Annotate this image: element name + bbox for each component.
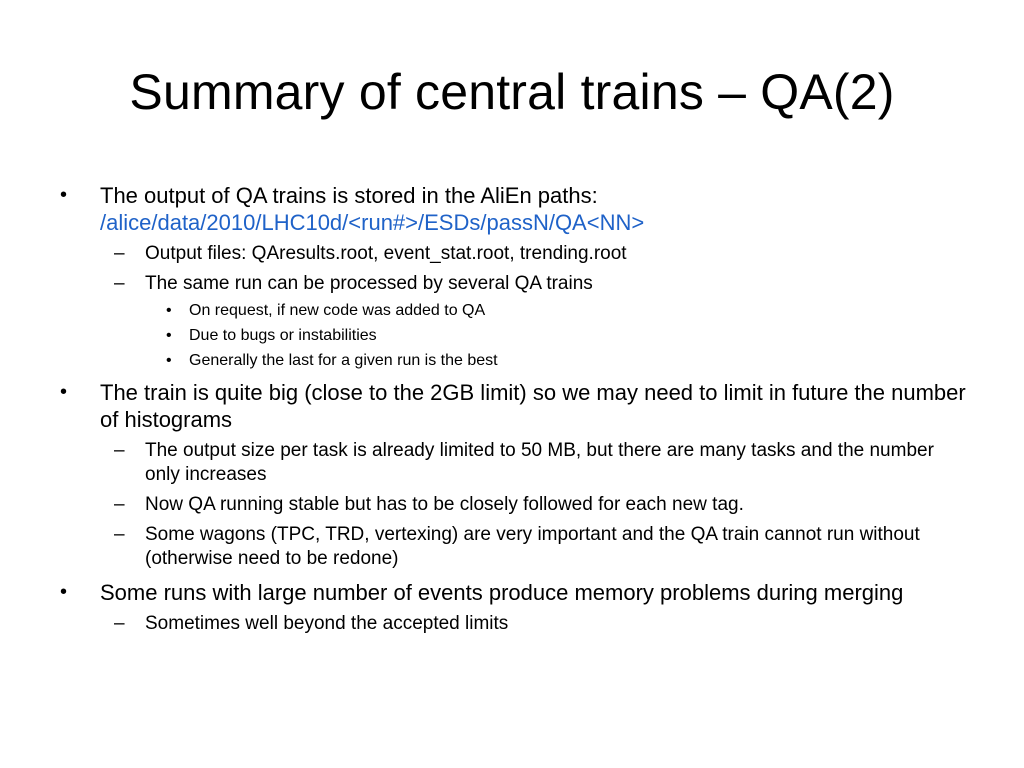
dash-icon: – xyxy=(114,243,125,264)
slide-content xyxy=(58,182,968,636)
sub-sub-bullet-item xyxy=(58,326,968,346)
sub-sub-bullet-item xyxy=(58,301,968,321)
bullet-dot-icon: • xyxy=(60,184,68,206)
sub-bullet-text: Some wagons (TPC, TRD, vertexing) are very important and the QA train cannot run without (otherwise need to be redone) xyxy=(145,524,920,569)
alien-path-text: /alice/data/2010/LHC10d/<run#>/ESDs/passN/QA<NN> xyxy=(100,210,645,235)
sub-sub-bullet-item xyxy=(58,351,968,371)
dash-icon: – xyxy=(114,440,125,461)
sub-bullet-text: Now QA running stable but has to be closely followed for each new tag. xyxy=(145,494,744,515)
sub-bullet-text: Sometimes well beyond the accepted limits xyxy=(145,613,509,634)
sub-bullet-text: The output size per task is already limited to 50 MB, but there are many tasks and the number only increases xyxy=(145,440,934,485)
dash-icon: – xyxy=(114,524,125,545)
sub-bullet-item xyxy=(58,272,968,296)
sub-bullet-item xyxy=(58,242,968,266)
bullet-item xyxy=(58,579,968,606)
slide-title: Summary of central trains – QA(2) xyxy=(129,64,895,120)
bullet-dot-icon: • xyxy=(166,352,172,369)
sub-sub-bullet-text: On request, if new code was added to QA xyxy=(189,302,486,319)
bullet-dot-icon: • xyxy=(166,327,172,344)
bullet-text: The train is quite big (close to the 2GB limit) so we may need to limit in future the number of histograms xyxy=(100,380,966,432)
bullet-text: Some runs with large number of events produce memory problems during merging xyxy=(100,580,904,605)
dash-icon: – xyxy=(114,494,125,515)
sub-bullet-text: The same run can be processed by several QA trains xyxy=(145,273,593,294)
sub-bullet-item xyxy=(58,612,968,636)
sub-bullet-item xyxy=(58,493,968,517)
sub-sub-bullet-text: Generally the last for a given run is the best xyxy=(189,352,498,369)
dash-icon: – xyxy=(114,613,125,634)
sub-sub-bullet-text: Due to bugs or instabilities xyxy=(189,327,377,344)
bullet-dot-icon: • xyxy=(60,581,68,603)
bullet-item xyxy=(58,379,968,433)
sub-bullet-item xyxy=(58,439,968,487)
bullet-dot-icon: • xyxy=(60,381,68,403)
sub-bullet-text: Output files: QAresults.root, event_stat.root, trending.root xyxy=(145,243,627,264)
bullet-dot-icon: • xyxy=(166,302,172,319)
bullet-item xyxy=(58,182,968,236)
dash-icon: – xyxy=(114,273,125,294)
sub-bullet-item xyxy=(58,523,968,571)
bullet-text: The output of QA trains is stored in the AliEn paths: xyxy=(100,183,598,208)
